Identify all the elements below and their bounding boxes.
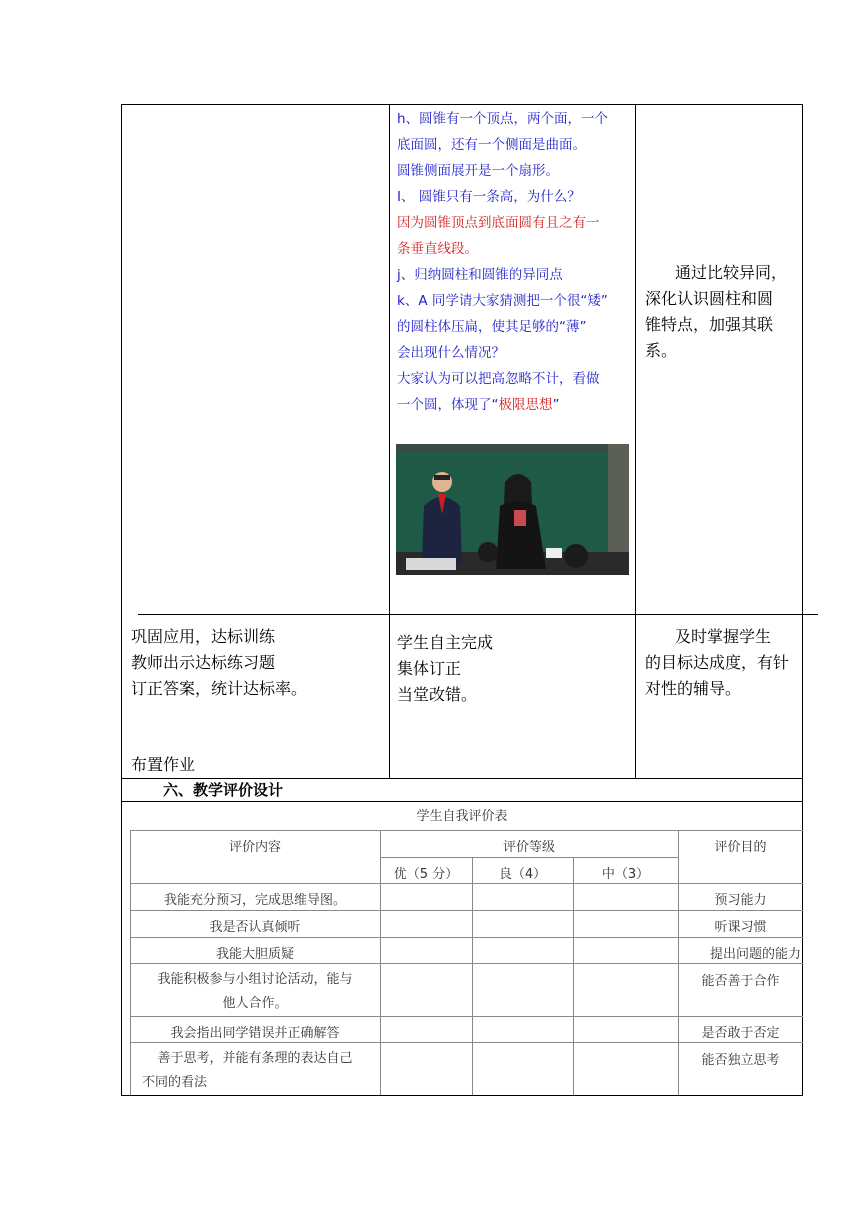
eval-grid-line bbox=[472, 857, 473, 1095]
section-heading: 六、教学评价设计 bbox=[163, 781, 284, 799]
text-line: 因为圆锥顶点到底面圆有且之有一 bbox=[397, 215, 600, 231]
text-line: 当堂改错。 bbox=[397, 685, 478, 704]
text-line bbox=[397, 392, 608, 418]
row2-left-content bbox=[131, 624, 307, 702]
eval-grid-line bbox=[573, 857, 574, 1095]
eval-grid-line bbox=[380, 857, 678, 858]
text-line: 锥特点，加强其联 bbox=[645, 315, 774, 334]
text-segment: ” bbox=[552, 397, 560, 413]
row-divider-long bbox=[138, 614, 818, 615]
eval-grid-line bbox=[130, 883, 803, 884]
row-content: 我会指出同学错误并正确解答 bbox=[170, 1026, 340, 1041]
row-purpose: 能否独立思考 bbox=[701, 1053, 780, 1068]
text-line: k、A 同学请大家猜测把一个很“矮” bbox=[397, 293, 608, 309]
row-content-line: 我能积极参与小组讨论活动，能与 bbox=[157, 972, 353, 987]
table-left-border bbox=[121, 104, 122, 1096]
row1-right-content bbox=[645, 260, 800, 364]
eval-grid-line bbox=[130, 830, 803, 831]
text-line: 大家认为可以把高忽略不计，看做 bbox=[397, 371, 600, 387]
text-line: 及时掌握学生 bbox=[675, 627, 772, 646]
header-level-good: 良（4） bbox=[498, 867, 547, 882]
text-line: 的目标达成度，有针 bbox=[645, 653, 790, 672]
eval-grid-line bbox=[130, 1042, 803, 1043]
text-line: 教师出示达标练习题 bbox=[131, 653, 276, 672]
header-level-excellent: 优（5 分） bbox=[393, 867, 459, 882]
row-content: 我能大胆质疑 bbox=[215, 947, 294, 962]
highlight-term: 极限思想 bbox=[498, 397, 553, 413]
text-segment: 一个圆，体现了“ bbox=[397, 397, 499, 413]
header-purpose: 评价目的 bbox=[714, 840, 767, 855]
row-content-line: 善于思考，并能有条理的表达自己 bbox=[157, 1051, 353, 1066]
row-divider-table bbox=[121, 778, 803, 779]
text-line: j、归纳圆柱和圆锥的异同点 bbox=[397, 267, 563, 283]
row-purpose: 是否敢于否定 bbox=[701, 1026, 780, 1041]
row1-middle-content bbox=[397, 106, 608, 418]
text-line: 圆锥侧面展开是一个扇形。 bbox=[397, 163, 559, 179]
header-content: 评价内容 bbox=[228, 840, 281, 855]
text-line: 订正答案，统计达标率。 bbox=[131, 679, 308, 698]
text-line: h、圆锥有一个顶点，两个面，一个 bbox=[397, 111, 609, 127]
text-line: 条垂直线段。 bbox=[397, 241, 478, 257]
header-level-medium: 中（3） bbox=[601, 867, 650, 882]
text-line: 集体订正 bbox=[397, 659, 462, 678]
eval-table-bottom bbox=[121, 1095, 803, 1096]
row-content-line: 他人合作。 bbox=[222, 996, 288, 1011]
row2-right-content bbox=[645, 624, 800, 702]
text-line: 会出现什么情况？ bbox=[397, 345, 505, 361]
row-purpose: 听课习惯 bbox=[714, 920, 767, 935]
row-content-line: 不同的看法 bbox=[142, 1075, 208, 1090]
eval-grid-line bbox=[130, 1016, 803, 1017]
row-content bbox=[130, 968, 380, 1016]
text-line: 学生自主完成 bbox=[397, 633, 494, 652]
eval-table-title: 学生自我评价表 bbox=[416, 809, 508, 824]
row-content: 我是否认真倾听 bbox=[209, 920, 301, 935]
eval-grid-line bbox=[130, 910, 803, 911]
row-purpose: 预习能力 bbox=[714, 893, 767, 908]
text-line: 的圆柱体压扁，使其足够的“薄” bbox=[397, 319, 587, 335]
table-top-border bbox=[121, 104, 803, 105]
row-purpose: 能否善于合作 bbox=[701, 974, 780, 989]
row2-middle-content bbox=[397, 630, 493, 708]
text-line: 深化认识圆柱和圆 bbox=[645, 289, 774, 308]
column-divider-1 bbox=[389, 104, 390, 779]
text-line: 巩固应用，达标训练 bbox=[131, 627, 276, 646]
text-line: 底面圆，还有一个侧面是曲面。 bbox=[397, 137, 586, 153]
text-line: 系。 bbox=[645, 341, 678, 360]
row-content bbox=[130, 1047, 380, 1095]
row-content: 我能充分预习，完成思维导图。 bbox=[163, 893, 346, 908]
text-line: 对性的辅导。 bbox=[645, 679, 742, 698]
row-purpose: 提出问题的能力 bbox=[709, 947, 801, 962]
eval-grid-line bbox=[130, 963, 803, 964]
header-level: 评价等级 bbox=[502, 840, 555, 855]
text-line: I、 圆锥只有一条高，为什么？ bbox=[397, 189, 581, 205]
heading-divider bbox=[121, 801, 803, 802]
column-divider-2 bbox=[635, 104, 636, 779]
eval-grid-line bbox=[130, 937, 803, 938]
text-line: 通过比较异同， bbox=[675, 263, 788, 282]
homework-label: 布置作业 bbox=[131, 755, 196, 774]
classroom-photo bbox=[396, 444, 629, 575]
